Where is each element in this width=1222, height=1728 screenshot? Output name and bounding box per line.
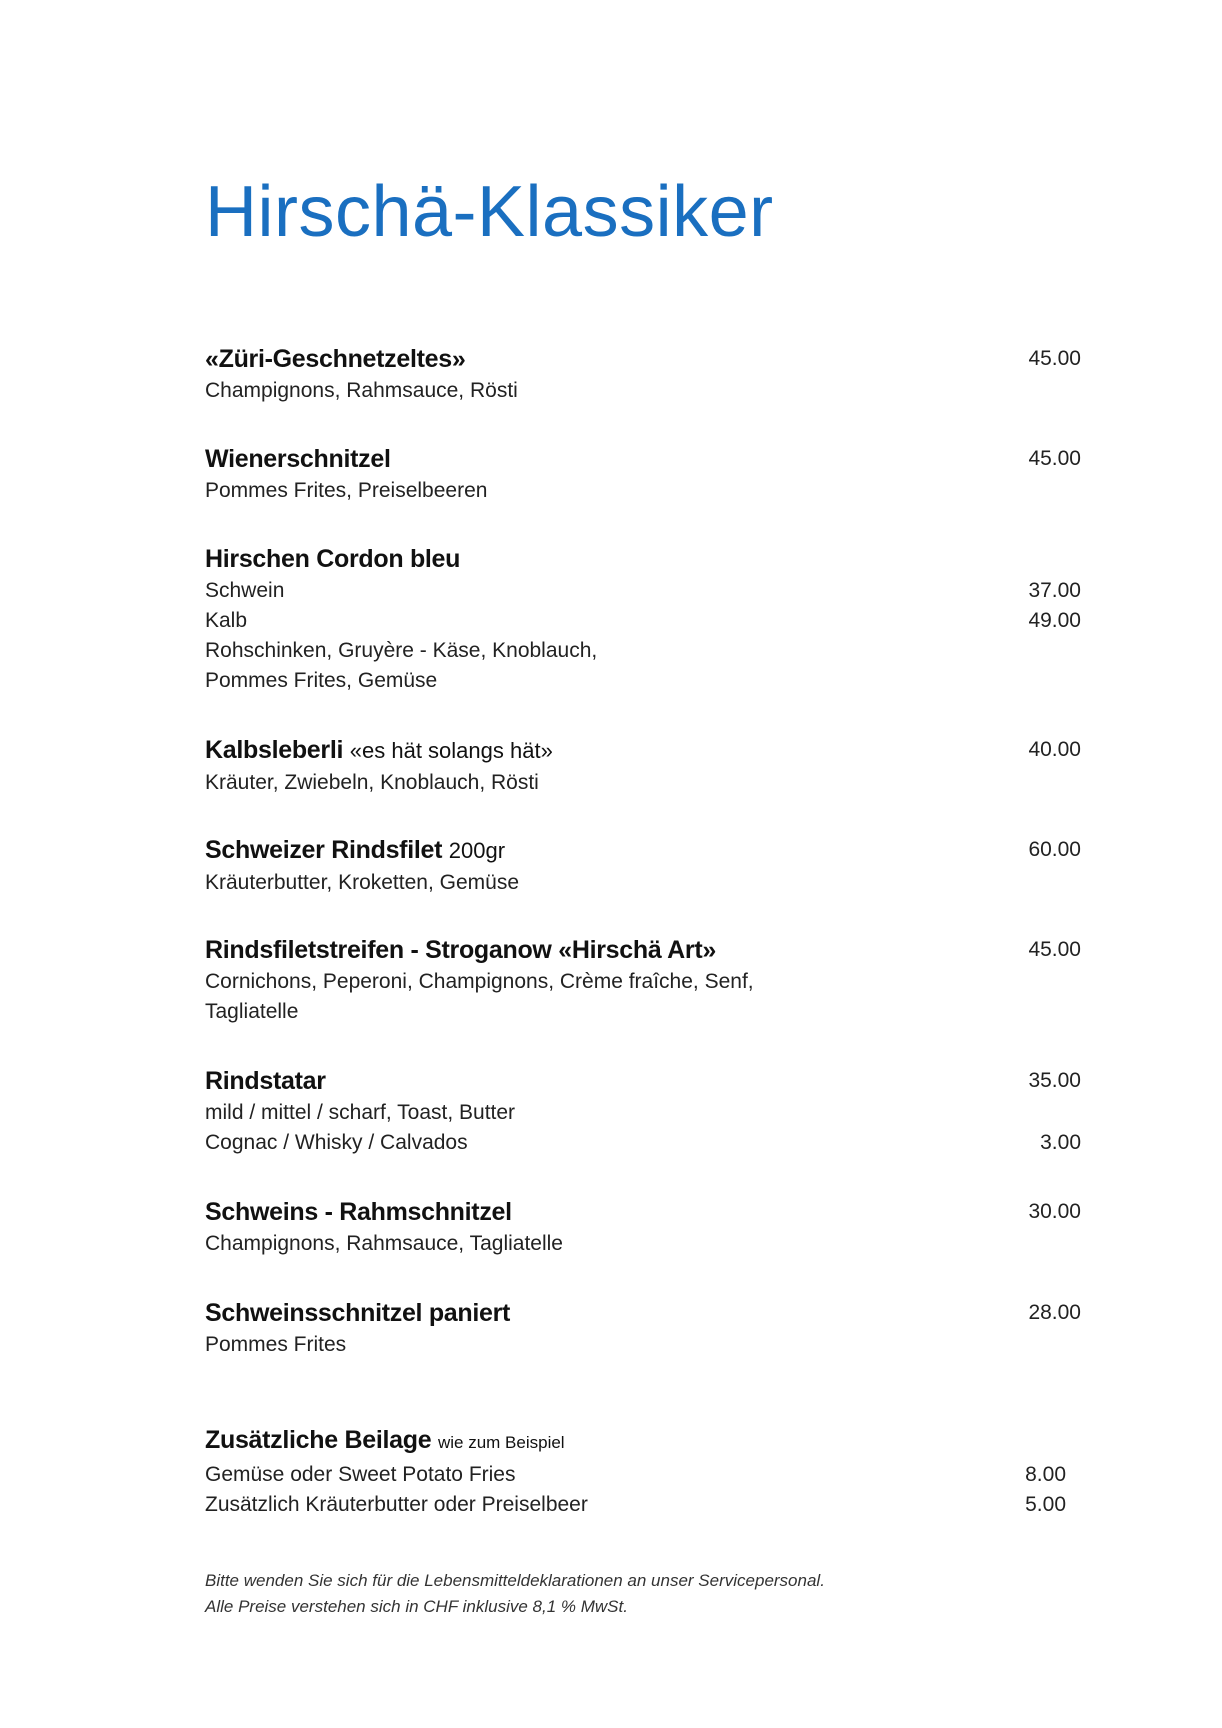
menu-item-note: «es hät solangs hät»: [349, 738, 553, 763]
extra-side-price: 8.00: [1025, 1463, 1066, 1486]
variant-price: 49.00: [1028, 609, 1081, 632]
variant-price: 3.00: [1040, 1131, 1081, 1154]
menu-item-price: 28.00: [1028, 1301, 1081, 1324]
menu-item-description: Rohschinken, Gruyère - Käse, Knoblauch,: [205, 639, 598, 662]
menu-item-description: Pommes Frites: [205, 1333, 347, 1356]
menu-item: [205, 933, 1081, 1027]
variant-label: Cognac / Whisky / Calvados: [205, 1131, 468, 1154]
menu-item-description: Pommes Frites, Preiselbeeren: [205, 479, 488, 502]
footer-line: Bitte wenden Sie sich für die Lebensmitteldeklarationen an unser Servicepersonal.: [205, 1571, 825, 1590]
menu-item-note: 200gr: [448, 838, 506, 863]
menu-item-description: Champignons, Rahmsauce, Tagliatelle: [205, 1232, 563, 1255]
menu-item-name: Rindstatar: [205, 1067, 326, 1095]
extra-side-item: [205, 1460, 1066, 1490]
menu-item-price: 40.00: [1028, 738, 1081, 761]
menu-item-name: Hirschen Cordon bleu: [205, 545, 461, 573]
menu-item-name: «Züri-Geschnetzeltes»: [205, 345, 466, 373]
menu-item: [205, 1064, 1081, 1158]
menu-item-name: Schweizer Rindsfilet 200gr: [205, 836, 506, 864]
menu-item: [205, 542, 1081, 696]
footer-note: [205, 1568, 825, 1620]
footer-line: Alle Preise verstehen sich in CHF inklusive 8,1 % MwSt.: [205, 1597, 628, 1616]
menu-item: [205, 1296, 1081, 1360]
menu-item-price: 60.00: [1028, 838, 1081, 861]
menu-item-description: Cornichons, Peperoni, Champignons, Crème fraîche, Senf,: [205, 970, 754, 993]
menu-item-description: Kräuterbutter, Kroketten, Gemüse: [205, 871, 519, 894]
menu-item-price: 45.00: [1028, 447, 1081, 470]
menu-item: [205, 1195, 1081, 1259]
extra-side-item: [205, 1490, 1066, 1520]
extra-side-label: Gemüse oder Sweet Potato Fries: [205, 1463, 516, 1486]
menu-item-variant: [205, 1128, 1081, 1158]
menu-item-price: 45.00: [1028, 347, 1081, 370]
extra-sides-note: wie zum Beispiel: [437, 1433, 565, 1452]
menu-item-name: Wienerschnitzel: [205, 445, 391, 473]
menu-item-description: Kräuter, Zwiebeln, Knoblauch, Rösti: [205, 771, 539, 794]
menu-item-header: [205, 342, 1081, 376]
menu-item: [205, 342, 1081, 406]
extra-sides-title: Zusätzliche Beilage wie zum Beispiel: [205, 1426, 565, 1454]
menu-item-description: Champignons, Rahmsauce, Rösti: [205, 379, 518, 402]
menu-item: [205, 833, 1081, 898]
variant-label: Schwein: [205, 579, 285, 602]
menu-item: [205, 442, 1081, 506]
menu-item-description: Tagliatelle: [205, 1000, 299, 1023]
menu-item-name: Rindsfiletstreifen - Stroganow «Hirschä Art»: [205, 936, 716, 964]
menu-item-description: Pommes Frites, Gemüse: [205, 669, 438, 692]
menu-item-name: Schweinsschnitzel paniert: [205, 1299, 511, 1327]
menu-item: [205, 733, 1081, 798]
menu-item-price: 35.00: [1028, 1069, 1081, 1092]
menu-item-price: 30.00: [1028, 1200, 1081, 1223]
extra-side-label: Zusätzlich Kräuterbutter oder Preiselbeer: [205, 1493, 588, 1516]
variant-price: 37.00: [1028, 579, 1081, 602]
extra-side-price: 5.00: [1025, 1493, 1066, 1516]
extra-sides: [205, 1423, 1066, 1520]
menu-item-description: mild / mittel / scharf, Toast, Butter: [205, 1101, 516, 1124]
menu-item-variant: [205, 606, 1081, 636]
menu-item-variant: [205, 576, 1081, 606]
page-title: Hirschä-Klassiker: [205, 172, 774, 252]
variant-label: Kalb: [205, 609, 248, 632]
menu-item-price: 45.00: [1028, 938, 1081, 961]
menu-item-name: Kalbsleberli «es hät solangs hät»: [205, 736, 553, 764]
menu-item-name: Schweins - Rahmschnitzel: [205, 1198, 512, 1226]
